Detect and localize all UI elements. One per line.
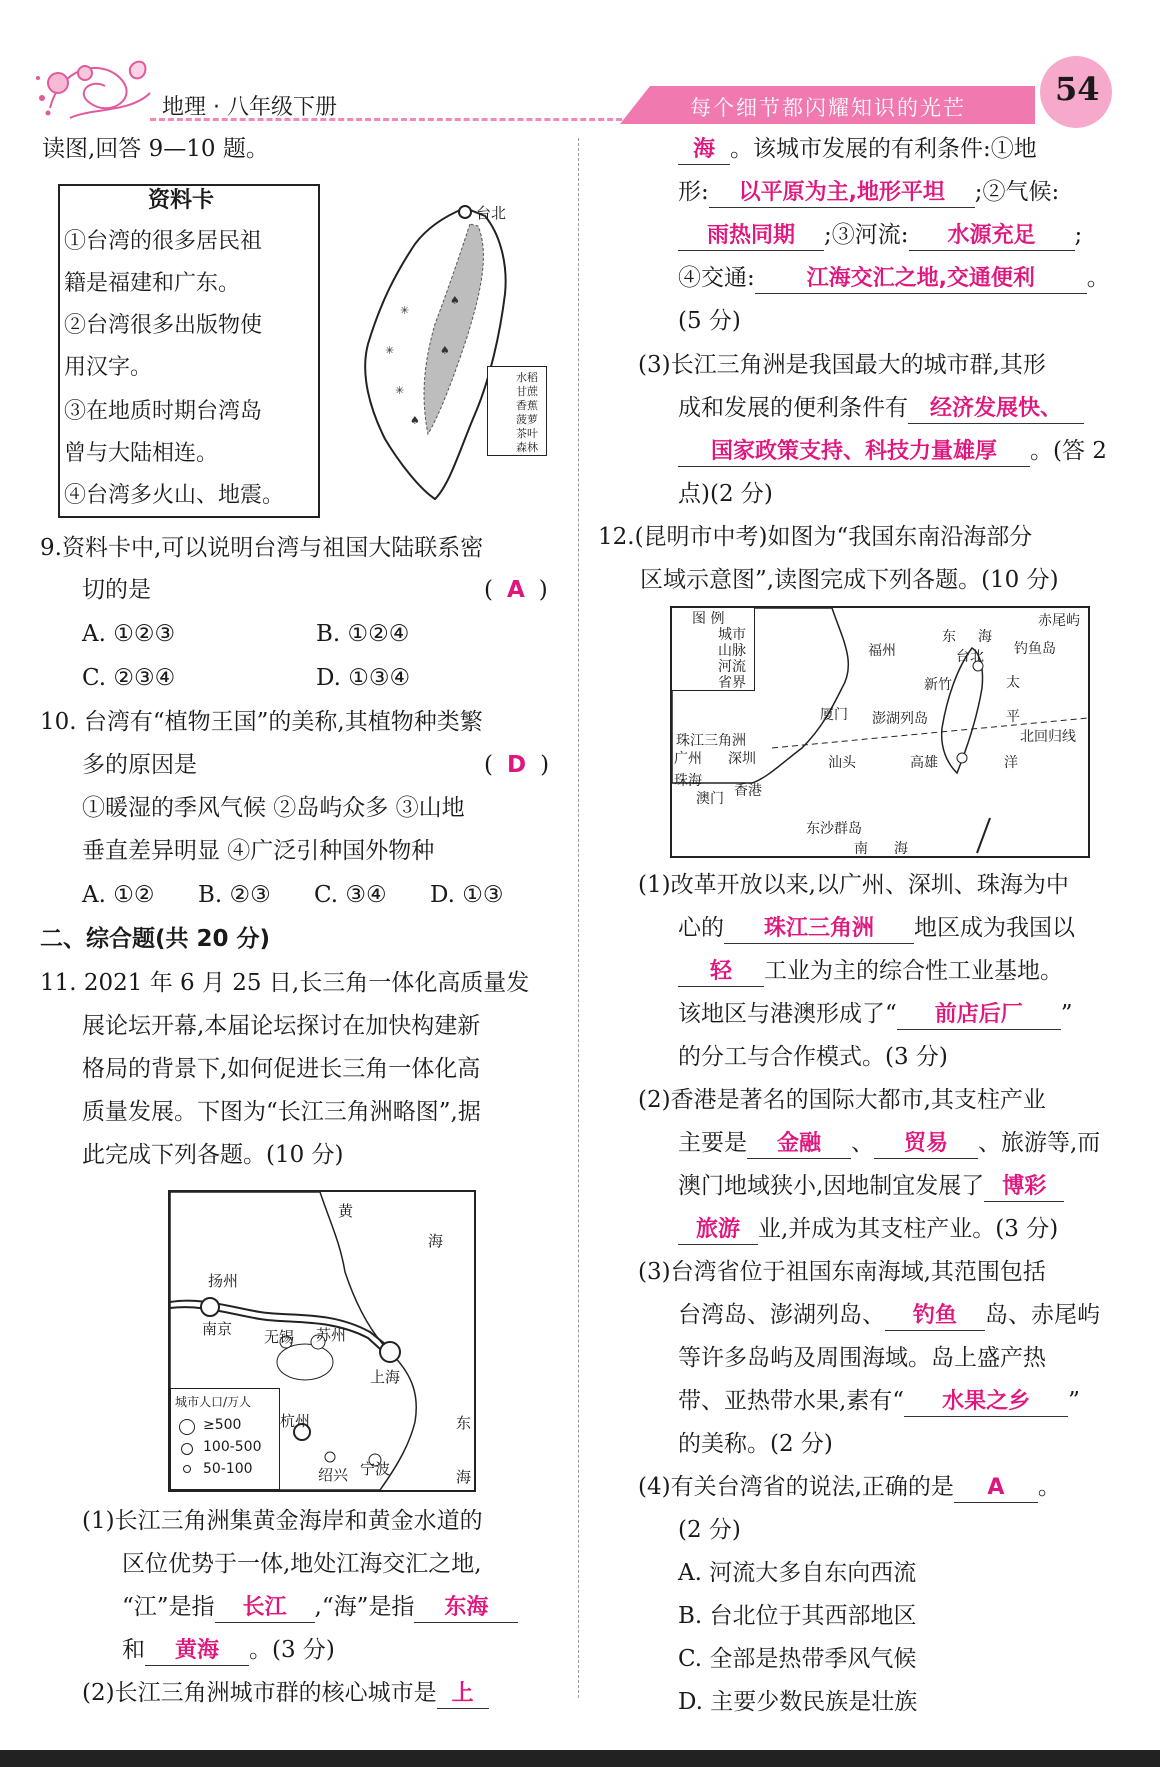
answer-blank: 海: [678, 136, 730, 165]
subject-title: 地理 · 八年级下册: [162, 95, 337, 120]
question-11-part1-cont: 区位优势于一体,地处江海交汇之地,: [122, 1551, 482, 1577]
legend-circle-large: [179, 1419, 195, 1435]
question-11-part1-cont: “江”是指 长江 ,“海”是指 东海: [122, 1592, 518, 1623]
motto-text: 每个细节都闪耀知识的光芒: [690, 96, 966, 120]
map-label: 海: [456, 1468, 472, 1486]
map-label: 平: [1006, 709, 1020, 725]
svg-text:♠: ♠: [450, 294, 460, 307]
map-label: 无锡: [264, 1328, 295, 1346]
question-10-answer: ( D ): [484, 752, 550, 778]
question-11-part2-cont: 形: 以平原为主,地形平坦 ;②气候:: [678, 177, 1059, 208]
section-heading: 二、综合题(共 20 分): [40, 926, 271, 952]
legend-circle-medium: [181, 1443, 193, 1455]
map-label: 珠江三角洲: [676, 733, 746, 749]
question-12-part2-cont: 主要是 金融 、 贸易 、旅游等,而: [678, 1128, 1100, 1159]
map-label: 北回归线: [1020, 729, 1076, 745]
question-11-part1: (1)长江三角洲集黄金海岸和黄金水道的: [82, 1508, 483, 1534]
bottom-bar: [0, 1750, 1160, 1767]
option: A. ①②: [82, 882, 155, 908]
answer-blank: 旅游: [678, 1216, 758, 1245]
question-12-part3-cont: 的美称。(2 分): [678, 1431, 833, 1457]
option: D. ①③④: [316, 665, 411, 691]
option: C. ③④: [314, 882, 387, 908]
answer-blank: 以平原为主,地形平坦: [709, 179, 975, 208]
answer-blank: 贸易: [874, 1130, 978, 1159]
southeast-coast-map: [670, 606, 1090, 858]
question-12-part2-cont: 旅游 业,并成为其支柱产业。(3 分): [678, 1214, 1058, 1245]
question-11-part3-cont: 点)(2 分): [678, 481, 773, 507]
info-card-line: ④台湾多火山、地震。: [64, 483, 285, 508]
info-card-line: 曾与大陆相连。: [64, 441, 219, 466]
answer-blank: 黄海: [145, 1637, 249, 1666]
svg-text:♠: ♠: [440, 344, 450, 357]
header-dash-line: [150, 118, 640, 121]
svg-text:✳: ✳: [400, 304, 410, 317]
map-label: 东: [942, 629, 956, 645]
question-12-part1: (1)改革开放以来,以广州、深圳、珠海为中: [638, 872, 1069, 898]
answer-blank: 雨热同期: [678, 222, 824, 251]
map-label: 新竹: [924, 677, 952, 693]
map-label: 南: [854, 841, 868, 857]
question-11-part1-cont: 和 黄海 。(3 分): [122, 1635, 335, 1666]
map-label: 南京: [202, 1320, 233, 1338]
map-label: 东沙群岛: [806, 821, 862, 837]
question-12-part3-cont: 带、亚热带水果,素有“ 水果之乡 ”: [678, 1386, 1080, 1417]
map-label: 台北: [476, 204, 507, 222]
map-label: 澎湖列岛: [872, 711, 928, 727]
map-label: 宁波: [360, 1460, 391, 1478]
question-9: 9.资料卡中,可以说明台湾与祖国大陆联系密: [40, 535, 484, 561]
option: D. ①③: [430, 882, 504, 908]
map-label: 汕头: [828, 755, 856, 771]
question-9-answer: ( A ): [484, 577, 548, 603]
question-12-part3-cont: 台湾岛、澎湖列岛、 钓鱼 岛、赤尾屿: [678, 1300, 1100, 1331]
answer-blank: 金融: [747, 1130, 851, 1159]
legend-circle-small: [183, 1465, 191, 1473]
answer-blank: 钓鱼: [885, 1302, 985, 1331]
option: B. ②③: [198, 882, 271, 908]
question-12-part1-cont: 该地区与港澳形成了“ 前店后厂 ”: [678, 999, 1073, 1030]
info-card-line: 籍是福建和广东。: [64, 271, 241, 296]
question-12-part1-cont: 的分工与合作模式。(3 分): [678, 1044, 948, 1070]
info-card-title: 资料卡: [148, 187, 215, 213]
info-card-line: 用汉字。: [64, 355, 153, 380]
question-12-part1-cont: 心的 珠江三角洲 地区成为我国以: [678, 913, 1075, 944]
question-12-part4-cont: (2 分): [678, 1517, 741, 1543]
question-11-part2: (2)长江三角洲城市群的核心城市是 上: [82, 1678, 489, 1709]
map-label: 香港: [734, 783, 762, 799]
svg-text:♠: ♠: [410, 414, 420, 427]
map-label: 绍兴: [318, 1466, 349, 1484]
question-12-part4: (4)有关台湾省的说法,正确的是 A 。: [638, 1472, 1061, 1503]
question-12-part3-cont: 等许多岛屿及周围海域。岛上盛产热: [678, 1345, 1046, 1371]
option: B. ①②④: [316, 621, 410, 647]
map-label: 厦门: [820, 707, 848, 723]
taiwan-crop-map: [340, 194, 550, 504]
map-label: 太: [1006, 675, 1020, 691]
map-label: 赤尾屿: [1038, 613, 1080, 629]
answer-blank: 水源充足: [909, 222, 1075, 251]
question-12-part2-cont: 澳门地域狭小,因地制宜发展了 博彩: [678, 1171, 1064, 1202]
answer-blank: 珠江三角洲: [724, 915, 914, 944]
info-card-line: ③在地质时期台湾岛: [64, 399, 263, 424]
flower-decoration-icon: [30, 48, 160, 128]
question-11-part2-cont: 海 。该城市发展的有利条件:①地: [678, 134, 1037, 165]
question-12-part2: (2)香港是著名的国际大都市,其支柱产业: [638, 1087, 1046, 1113]
answer-blank: 水果之乡: [904, 1388, 1068, 1417]
map-label: 钓鱼岛: [1014, 641, 1056, 657]
header: [0, 0, 1160, 130]
option: C. ②③④: [82, 665, 176, 691]
answer-blank: 东海: [414, 1594, 518, 1623]
answer-blank: 上: [437, 1680, 489, 1709]
question-11-cont: 展论坛开幕,本届论坛探讨在加快构建新: [82, 1013, 481, 1039]
question-10-statement: ①暖湿的季风气候 ②岛屿众多 ③山地: [82, 795, 465, 821]
taiwan-map-legend: 水稻 甘蔗 香蕉 菠萝 茶叶 森林: [487, 366, 547, 456]
map-label: 黄: [338, 1202, 354, 1220]
answer-blank: 博彩: [984, 1173, 1064, 1202]
question-11-cont: 格局的背景下,如何促进长三角一体化高: [82, 1056, 481, 1082]
map-label: 海: [978, 629, 992, 645]
answer-blank: A: [954, 1474, 1038, 1503]
answer-blank: 轻: [678, 958, 764, 987]
question-11: 11. 2021 年 6 月 25 日,长三角一体化高质量发: [40, 970, 530, 996]
map-label: 海: [428, 1232, 444, 1250]
map-label: 杭州: [280, 1412, 311, 1430]
map-label: 广州: [674, 751, 702, 767]
yangtze-delta-map: [168, 1190, 476, 1492]
question-10-statement: 垂直差异明显 ④广泛引种国外物种: [82, 838, 435, 864]
question-11-part3-cont: 成和发展的便利条件有 经济发展快、: [678, 393, 1084, 424]
map-label: 东: [456, 1414, 472, 1432]
map-label: 扬州: [208, 1272, 239, 1290]
answer-blank: 前店后厂: [897, 1001, 1061, 1030]
question-12-part3: (3)台湾省位于祖国东南海域,其范围包括: [638, 1259, 1046, 1285]
question-11-part2-cont: 雨热同期 ;③河流: 水源充足 ;: [678, 220, 1082, 251]
question-11-part3-cont: 国家政策支持、科技力量雄厚 。(答 2: [678, 436, 1107, 467]
population-legend: 城市人口/万人 ≥500 100-500 50-100: [170, 1388, 280, 1490]
question-10-cont: 多的原因是: [82, 752, 197, 778]
column-divider: [578, 138, 579, 1698]
question-11-cont: 质量发展。下图为“长江三角洲略图”,据: [82, 1099, 481, 1125]
question-12-cont: 区域示意图”,读图完成下列各题。(10 分): [640, 567, 1059, 593]
question-11-part3: (3)长江三角洲是我国最大的城市群,其形: [638, 352, 1046, 378]
answer-blank: 经济发展快、: [908, 395, 1084, 424]
option: D. 主要少数民族是壮族: [678, 1689, 918, 1715]
map-label: 上海: [370, 1368, 401, 1386]
info-card-line: ②台湾很多出版物使: [64, 313, 263, 338]
question-11-cont: 此完成下列各题。(10 分): [82, 1142, 344, 1168]
option: B. 台北位于其西部地区: [678, 1603, 917, 1629]
question-9-cont: 切的是: [82, 577, 151, 603]
map-legend: 图 例 城市 山脉 河流 省界: [672, 608, 755, 691]
map-label: 深圳: [728, 751, 756, 767]
svg-text:✳: ✳: [395, 384, 405, 397]
map-label: 苏州: [316, 1326, 347, 1344]
question-12-part1-cont: 轻 工业为主的综合性工业基地。: [678, 956, 1063, 987]
info-card-line: ①台湾的很多居民祖: [64, 229, 263, 254]
map-label: 高雄: [910, 755, 938, 771]
answer-blank: 国家政策支持、科技力量雄厚: [678, 438, 1030, 467]
map-label: 福州: [868, 643, 896, 659]
page-number: 54: [1055, 70, 1100, 108]
taiwan-island-shape: [340, 194, 550, 504]
svg-text:✳: ✳: [385, 344, 395, 357]
question-11-part2-cont: ④交通: 江海交汇之地,交通便利 。: [678, 263, 1110, 294]
map-label: 洋: [1004, 755, 1018, 771]
map-label: 台北: [956, 649, 984, 665]
option: C. 全部是热带季风气候: [678, 1646, 917, 1672]
question-10: 10. 台湾有“植物王国”的美称,其植物种类繁: [40, 709, 483, 735]
map-label: 海: [894, 841, 908, 857]
option: A. ①②③: [82, 621, 176, 647]
map-label: 珠海: [674, 773, 702, 789]
option: A. 河流大多自东向西流: [678, 1560, 917, 1586]
question-12: 12.(昆明市中考)如图为“我国东南沿海部分: [598, 524, 1033, 550]
answer-blank: 江海交汇之地,交通便利: [755, 265, 1087, 294]
question-11-part2-cont: (5 分): [678, 308, 741, 334]
intro-text: 读图,回答 9—10 题。: [42, 136, 269, 162]
answer-blank: 长江: [215, 1594, 315, 1623]
map-label: 澳门: [696, 791, 724, 807]
